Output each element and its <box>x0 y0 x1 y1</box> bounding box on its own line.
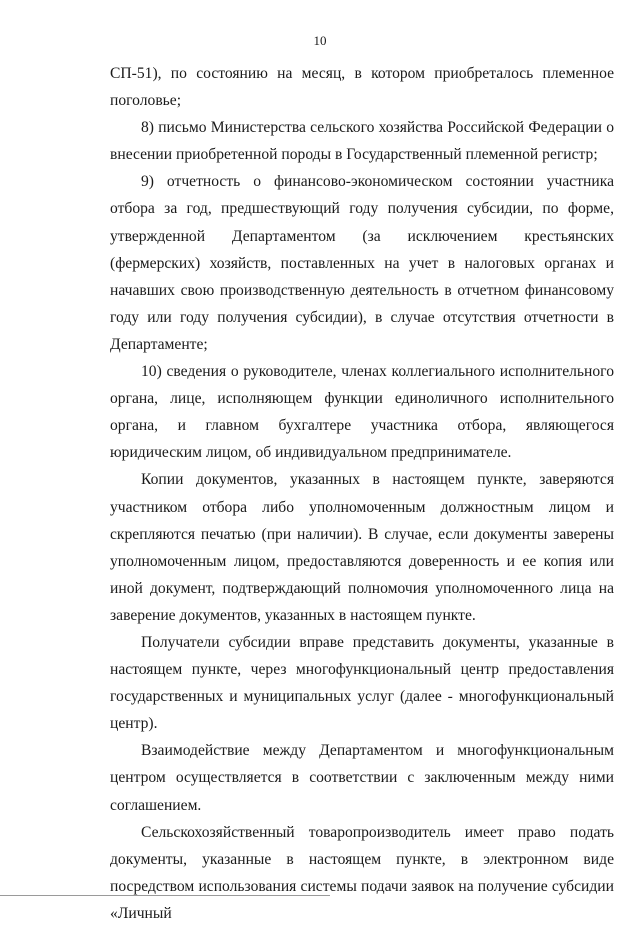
paragraph-item-8: 8) письмо Министерства сельского хозяйства Российской Федерации о внесении приобретенной породы в Государственный племенной регистр; <box>110 119 614 164</box>
page-number: 10 <box>313 33 327 48</box>
paragraph-document-copies: Копии документов, указанных в настоящем пункте, заверяются участником отбора либо уполномоченным должностным лицом и скрепляются печатью (при наличии). В случае, если документы заверены уполномоченным лицом, предоставляются доверенность и ее копия или иной документ, подтверждающий полномочия уполномоченного лица на заверение документов, указанных в настоящем пункте. <box>110 471 614 624</box>
paragraph-electronic-submission: Сельскохозяйственный товаропроизводитель имеет право подать документы, указанные в настоящем пункте, в электронном виде посредством использования системы подачи заявок на получение субсидии «Личный <box>110 823 614 922</box>
paragraph-item-10: 10) сведения о руководителе, членах коллегиального исполнительного органа, лице, исполняющем функции единоличного исполнительного органа, и главном бухгалтере участника отбора, являющегося юридическим лицом, об индивидуальном предпринимателе. <box>110 363 614 462</box>
paragraph-mfc-interaction: Взаимодействие между Департаментом и многофункциональным центром осуществляется в соответствии с заключенным между ними соглашением. <box>110 742 614 814</box>
document-body <box>110 60 614 927</box>
paragraph-continuation: СП-51), по состоянию на месяц, в котором приобреталось племенное поголовье; <box>110 65 614 110</box>
paragraph-item-9: 9) отчетность о финансово-экономическом состоянии участника отбора за год, предшествующий году получения субсидии, по форме, утвержденной Департаментом (за исключением крестьянских (фермерских) хозяйств, поставленных на учет в налоговых органах и начавших свою производственную деятельность в отчетном финансовому году или году получения субсидии), в случае отсутствия отчетности в Департаменте; <box>110 173 614 353</box>
page-bottom-rule <box>0 895 330 896</box>
paragraph-mfc-submission: Получатели субсидии вправе представить документы, указанные в настоящем пункте, через многофункциональный центр предоставления государственных и муниципальных услуг (далее - многофункциональный центр). <box>110 633 614 733</box>
